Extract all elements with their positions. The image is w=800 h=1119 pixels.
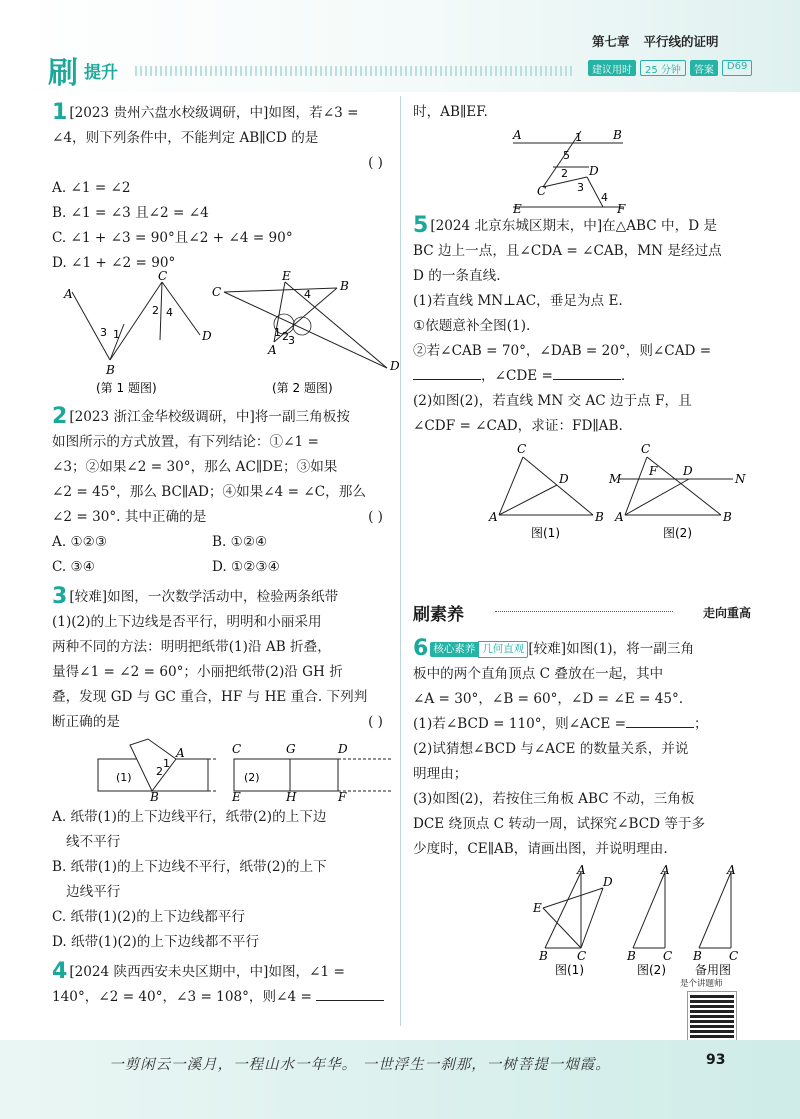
svg-text:2: 2 (561, 167, 568, 180)
question-3-options (52, 805, 397, 955)
time-info (588, 60, 752, 76)
svg-text:B: B (539, 949, 548, 963)
svg-text:A: A (661, 863, 670, 877)
column-divider (400, 96, 401, 1026)
section-right-label: 走向重高 (702, 606, 751, 620)
svg-text:E: E (282, 269, 291, 283)
svg-text:C: C (232, 742, 242, 756)
q4-continuation: 时，AB∥EF. (413, 104, 488, 120)
section-header (413, 600, 751, 624)
svg-text:B: B (150, 790, 159, 804)
q6-line8: DCE 绕顶点 C 转动一周，试探究∠BCD 等于多 (413, 816, 706, 832)
q6-line5: (2)试猜想∠BCD 与∠ACE 的数量关系，并说 (413, 741, 689, 757)
svg-text:1: 1 (274, 326, 281, 339)
q1-line1: [2023 贵州六盘水校级调研，中]如图，若∠3 = (69, 105, 359, 121)
figure-q4 (413, 125, 753, 216)
svg-text:3: 3 (577, 181, 584, 194)
svg-text:D: D (202, 329, 212, 343)
q4-line2: 140°，∠2 = 40°，∠3 = 108°，则∠4 = (52, 989, 312, 1005)
qr-code[interactable] (688, 992, 736, 1040)
tag-geometry: 几何直观 (478, 641, 528, 658)
question-1 (52, 100, 397, 276)
svg-text:B: B (613, 128, 622, 142)
question-number: 6 (413, 636, 429, 661)
svg-text:C: C (663, 949, 673, 963)
svg-text:D: D (589, 164, 599, 178)
qr-caption: 是个讲题师 (680, 979, 723, 989)
q4-line1: [2024 陕西西安未央区期中，中]如图，∠1 = (69, 964, 345, 980)
svg-text:A: A (489, 510, 498, 524)
footer-band (0, 1040, 800, 1119)
option-b-cont: 边线平行 (66, 884, 121, 900)
fig3-caption: 备用图 (695, 963, 732, 977)
svg-text:A: A (268, 343, 277, 357)
fig1-caption: 图(1) (555, 963, 584, 977)
svg-text:B: B (340, 279, 349, 293)
time-label: 建议用时 (588, 60, 636, 76)
q6-line1: [较难]如图(1)，将一副三角 (528, 641, 695, 657)
q3-line3: 两种不同的方法：明明把纸带(1)沿 AB 折叠， (52, 639, 331, 655)
q2-line5: ∠2 = 30°. 其中正确的是 (52, 509, 207, 525)
svg-text:F: F (617, 202, 626, 216)
svg-text:1: 1 (163, 757, 170, 770)
figure-q3 (52, 739, 397, 804)
svg-text:4: 4 (166, 306, 173, 319)
q5-line3: D 的一条直线. (413, 268, 501, 284)
footer-motto: 一剪闲云一溪月，一程山水一年华。 一世浮生一刹那，一树菩提一烟霞。 (109, 1057, 611, 1073)
svg-text:4: 4 (601, 191, 608, 204)
answer-label: 答案 (690, 60, 718, 76)
svg-text:(2): (2) (244, 771, 260, 784)
q5-line2: BC 边上一点，且∠CDA = ∠CAB，MN 是经过点 (413, 243, 722, 259)
option-a: A. ①②③ (52, 534, 108, 550)
svg-text:M: M (609, 472, 622, 486)
question-3 (52, 584, 397, 735)
svg-text:B: B (723, 510, 732, 524)
option-c: C. ∠1 + ∠3 = 90°且∠2 + ∠4 = 90° (52, 230, 293, 246)
figure-q5 (413, 443, 753, 543)
q2-line3: ∠3；②如果∠2 = 30°，那么 AC∥DE；③如果 (52, 459, 338, 475)
fig2-caption: (第 2 题图) (272, 381, 333, 395)
question-number: 3 (52, 584, 68, 609)
svg-text:2: 2 (156, 765, 163, 778)
q5-line4: (1)若直线 MN⊥AC，垂足为点 E. (413, 293, 623, 309)
option-d: D. ①②③④ (212, 559, 280, 575)
section-subtitle: 提升 (84, 63, 118, 83)
svg-text:H: H (286, 790, 297, 804)
svg-text:4: 4 (304, 288, 311, 301)
answer-paren: ( ) (368, 509, 383, 525)
svg-text:A: A (615, 510, 624, 524)
svg-text:D: D (603, 875, 613, 889)
q5-line8: (2)如图(2)，若直线 MN 交 AC 边于点 F，且 (413, 393, 692, 409)
fig1-caption: (第 1 题图) (96, 381, 157, 395)
svg-text:C: C (158, 269, 168, 283)
svg-text:A: A (64, 287, 73, 301)
q6-line2: 板中的两个直角顶点 C 叠放在一起，其中 (413, 666, 664, 682)
figure-q6 (413, 863, 753, 978)
answer-blank-ace[interactable] (626, 713, 694, 728)
answer-paren: ( ) (368, 155, 383, 171)
svg-text:B: B (595, 510, 604, 524)
svg-text:A: A (513, 128, 522, 142)
option-b: B. ∠1 = ∠3 且∠2 = ∠4 (52, 205, 209, 221)
svg-text:C: C (577, 949, 587, 963)
answer-paren: ( ) (368, 714, 383, 730)
option-c: C. 纸带(1)(2)的上下边线都平行 (52, 909, 246, 925)
fig2-caption: 图(2) (663, 526, 692, 540)
svg-text:B: B (106, 363, 115, 377)
q2-line2: 如图所示的方式放置，有下列结论：①∠1 = (52, 434, 319, 450)
svg-text:1: 1 (575, 131, 582, 144)
svg-text:C: C (537, 184, 547, 198)
answer-page: D69 (722, 60, 752, 76)
svg-text:F: F (338, 790, 347, 804)
right-column (413, 100, 753, 543)
svg-text:F: F (649, 464, 658, 478)
figures-q1-q2 (52, 269, 400, 400)
svg-text:1: 1 (113, 328, 120, 341)
svg-text:A: A (577, 863, 586, 877)
q3-line5: 叠，发现 GD 与 GC 重合，HF 与 HE 重合. 下列判 (52, 689, 368, 705)
q3-line1: [较难]如图，一次数学活动中，检验两条纸带 (69, 589, 339, 605)
svg-text:E: E (232, 790, 241, 804)
section-title: 刷素养 (413, 605, 464, 625)
fig1-caption: 图(1) (531, 526, 560, 540)
svg-text:D: D (683, 464, 693, 478)
q3-line2: (1)(2)的上下边线是否平行，明明和小丽采用 (52, 614, 322, 630)
svg-text:B: B (627, 949, 636, 963)
answer-blank-cde[interactable] (553, 365, 621, 380)
q6-line6: 明理由； (413, 766, 468, 782)
q3-line6: 断正确的是 (52, 714, 120, 730)
question-2 (52, 404, 397, 580)
q5-line9: ∠CDF = ∠CAD，求证：FD∥AB. (413, 418, 623, 434)
option-a: A. ∠1 = ∠2 (52, 180, 131, 196)
q5-line7: ，∠CDE = (481, 368, 553, 384)
chapter-number: 第七章 (592, 34, 630, 49)
svg-text:3: 3 (100, 326, 107, 339)
question-number: 1 (52, 100, 68, 125)
svg-text:5: 5 (563, 149, 570, 162)
question-number: 2 (52, 404, 68, 429)
svg-text:C: C (212, 285, 222, 299)
svg-text:E: E (533, 901, 542, 915)
svg-text:B: B (693, 949, 702, 963)
svg-text:A: A (176, 746, 185, 760)
q5-line6: ②若∠CAB = 70°，∠DAB = 20°，则∠CAD = (413, 343, 712, 359)
option-b: B. ①②④ (212, 534, 268, 550)
svg-text:G: G (286, 742, 296, 756)
svg-text:C: C (729, 949, 739, 963)
option-a: A. 纸带(1)的上下边线平行，纸带(2)的上下边 (52, 809, 327, 825)
svg-text:E: E (513, 202, 522, 216)
answer-blank-cad[interactable] (413, 365, 481, 380)
q5-line5: ①依题意补全图(1). (413, 318, 531, 334)
chapter-title: 平行线的证明 (643, 34, 719, 49)
q6-line9: 少度时，CE∥AB，请画出图，并说明理由. (413, 841, 668, 857)
q6-line7: (3)如图(2)，若按住三角板 ABC 不动，三角板 (413, 791, 695, 807)
q1-line2: ∠4，则下列条件中，不能判定 AB∥CD 的是 (52, 130, 319, 146)
question-5: 5 [2024 北京东城区期末，中]在△ABC 中，D 是 BC 边上一点，且∠CDA = ∠CAB，MN 是经过点 D 的一条直线. (1)若直线 MN⊥AC，垂足为点 E. ①依题意补全图(1). ②若∠CAB = 70°，∠DAB = 20°，则∠CAD = ，∠CDE = . (2)如图(2)，若直线 MN 交 AC 边于点 F，且 ∠CDF = ∠CAD，求证：FD∥AB. (413, 213, 722, 434)
question-number: 4 (52, 959, 68, 984)
option-c: C. ③④ (52, 559, 95, 575)
svg-text:N: N (735, 472, 746, 486)
left-column (52, 100, 400, 1010)
q6-line4: (1)若∠BCD = 110°，则∠ACE = (413, 716, 626, 732)
answer-blank[interactable] (316, 986, 384, 1001)
svg-text:2: 2 (152, 304, 159, 317)
svg-text:D: D (390, 359, 400, 373)
tag-core: 核心素养 (430, 642, 478, 657)
question-6: 6 核心素养 几何直观 [较难]如图(1)，将一副三角 板中的两个直角顶点 C 叠放在一起，其中 ∠A = 30°，∠B = 60°，∠D = ∠E = 45°. (1)若∠BCD = 110°，则∠ACE = ； (2)试猜想∠BCD 与∠ACE 的数量关系，并说 明理由； (3)如图(2)，若按住三角板 ABC 不动，三角板 DCE 绕顶点 C 转动一周，试探究∠BCD 等于多 少度时，CE∥AB，请画出图，并说明理由. A D E B C 图(1) A B C 图(2) A B C 备用图 (413, 636, 753, 978)
option-d: D. ∠1 + ∠2 = 90° (52, 255, 176, 271)
q5-line1: [2024 北京东城区期末，中]在△ABC 中，D 是 (430, 218, 718, 234)
question-number: 5 (413, 213, 429, 238)
question-4 (52, 959, 397, 1010)
section-logo: 刷 (48, 56, 79, 91)
fig2-caption: 图(2) (637, 963, 666, 977)
q3-line4: 量得∠1 = ∠2 = 60°；小丽把纸带(2)沿 GH 折 (52, 664, 343, 680)
q2-line4: ∠2 = 45°，那么 BC∥AD；④如果∠4 = ∠C，那么 (52, 484, 366, 500)
option-d: D. 纸带(1)(2)的上下边线都不平行 (52, 934, 260, 950)
svg-text:2: 2 (282, 330, 289, 343)
q6-line3: ∠A = 30°，∠B = 60°，∠D = ∠E = 45°. (413, 691, 684, 707)
svg-text:C: C (641, 442, 651, 456)
svg-text:A: A (727, 863, 736, 877)
svg-text:D: D (559, 472, 569, 486)
svg-text:D: D (338, 742, 348, 756)
svg-text:C: C (517, 442, 527, 456)
chapter-heading (592, 32, 733, 50)
section-rule (495, 611, 673, 612)
option-b: B. 纸带(1)的上下边线不平行，纸带(2)的上下 (52, 859, 327, 875)
svg-text:3: 3 (288, 334, 295, 347)
q2-line1: [2023 浙江金华校级调研，中]将一副三角板按 (69, 409, 350, 425)
header-rule (135, 66, 575, 76)
page-number: 93 (706, 1052, 726, 1068)
time-value: 25 分钟 (640, 60, 686, 76)
option-a-cont: 线不平行 (66, 834, 121, 850)
svg-text:(1): (1) (116, 771, 132, 784)
